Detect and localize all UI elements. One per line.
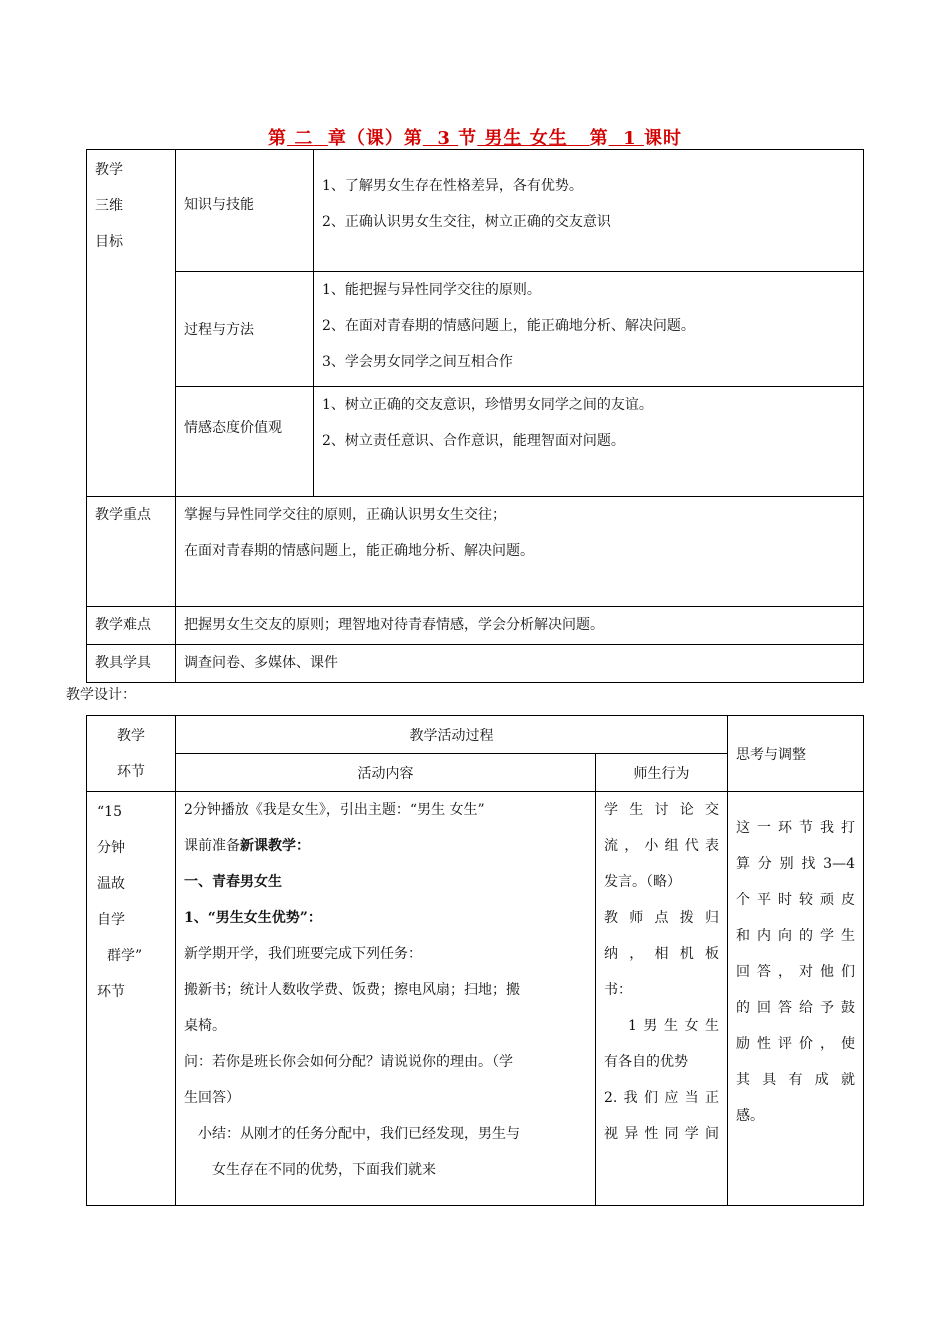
design-label: 教学设计： bbox=[66, 687, 136, 703]
title-part: 节 bbox=[458, 128, 478, 149]
difficulties-text: 把握男女生交友的原则；理智地对待青春情感，学会分析解决问题。 bbox=[176, 607, 864, 645]
reflection-cell: 这一环节我打 算分别找3—4 个平时较顽皮 和内向的学生 回答，对他们 的回答给予鼓 励性评价，使 其具有成就 感。 bbox=[728, 792, 864, 1206]
difficulties-label: 教学难点 bbox=[87, 607, 176, 645]
goal-name-process: 过程与方法 bbox=[176, 272, 314, 387]
title-section: 3 bbox=[437, 128, 451, 149]
header-behavior: 师生行为 bbox=[596, 754, 728, 792]
header-stage: 教学 环节 bbox=[87, 716, 176, 792]
key-points-label: 教学重点 bbox=[87, 497, 176, 607]
goal-name-knowledge: 知识与技能 bbox=[176, 150, 314, 272]
goal-items-attitude: 1、树立正确的交友意识，珍惜男女同学之间的友谊。 2、树立责任意识、合作意识，能理智面对问题。 bbox=[314, 387, 864, 497]
goal-items-process: 1、能把握与异性同学交往的原则。 2、在面对青春期的情感问题上，能正确地分析、解决问题。 3、学会男女同学之间互相合作 bbox=[314, 272, 864, 387]
goals-label: 教学 三维 目标 bbox=[87, 150, 176, 497]
content-cell: 2分钟播放《我是女生》，引出主题：“男生 女生” 课前准备新课教学： 一、青春男女生 1、“男生女生优势”： 新学期开学，我们班要完成下列任务： 搬新书；统计人数收学费、饭费；擦电风扇；扫地；搬 桌椅。 问：若你是班长你会如何分配？请说说你的理由。（学 生回答） 小结：从刚才的任务分配中，我们已经发现，男生与 女生存在不同的优势，下面我们就来 bbox=[176, 792, 596, 1206]
header-content: 活动内容 bbox=[176, 754, 596, 792]
goal-name-attitude: 情感态度价值观 bbox=[176, 387, 314, 497]
tools-label: 教具学具 bbox=[87, 645, 176, 683]
title-lesson: 1 bbox=[623, 128, 637, 149]
title-topic: 男生 女生 bbox=[484, 128, 568, 149]
title-part: 第 bbox=[268, 128, 288, 149]
title-part: 课时 bbox=[643, 128, 682, 149]
page-title bbox=[0, 124, 950, 150]
tools-text: 调查问卷、多媒体、课件 bbox=[176, 645, 864, 683]
header-process: 教学活动过程 bbox=[176, 716, 728, 754]
key-points-text: 掌握与异性同学交往的原则，正确认识男女生交往； 在面对青春期的情感问题上，能正确地分析、解决问题。 bbox=[176, 497, 864, 607]
title-part: 第 bbox=[589, 128, 609, 149]
stage-cell: “15 分钟 温故 自学 群学” 环节 bbox=[87, 792, 176, 1206]
design-table bbox=[86, 715, 864, 1206]
title-part: 章（课）第 bbox=[327, 128, 423, 149]
objectives-table bbox=[86, 149, 864, 683]
goal-items-knowledge: 1、了解男女生存在性格差异，各有优势。 2、正确认识男女生交往，树立正确的交友意识 bbox=[314, 150, 864, 272]
behavior-cell: 学生讨论交 流，小组代表 发言。（略） 教师点拨归 纳，相机板 书： 1男生女生 有各自的优势 2.我们应当正 视异性同学间 bbox=[596, 792, 728, 1206]
title-chapter: 二 bbox=[294, 128, 314, 149]
header-reflection: 思考与调整 bbox=[728, 716, 864, 792]
